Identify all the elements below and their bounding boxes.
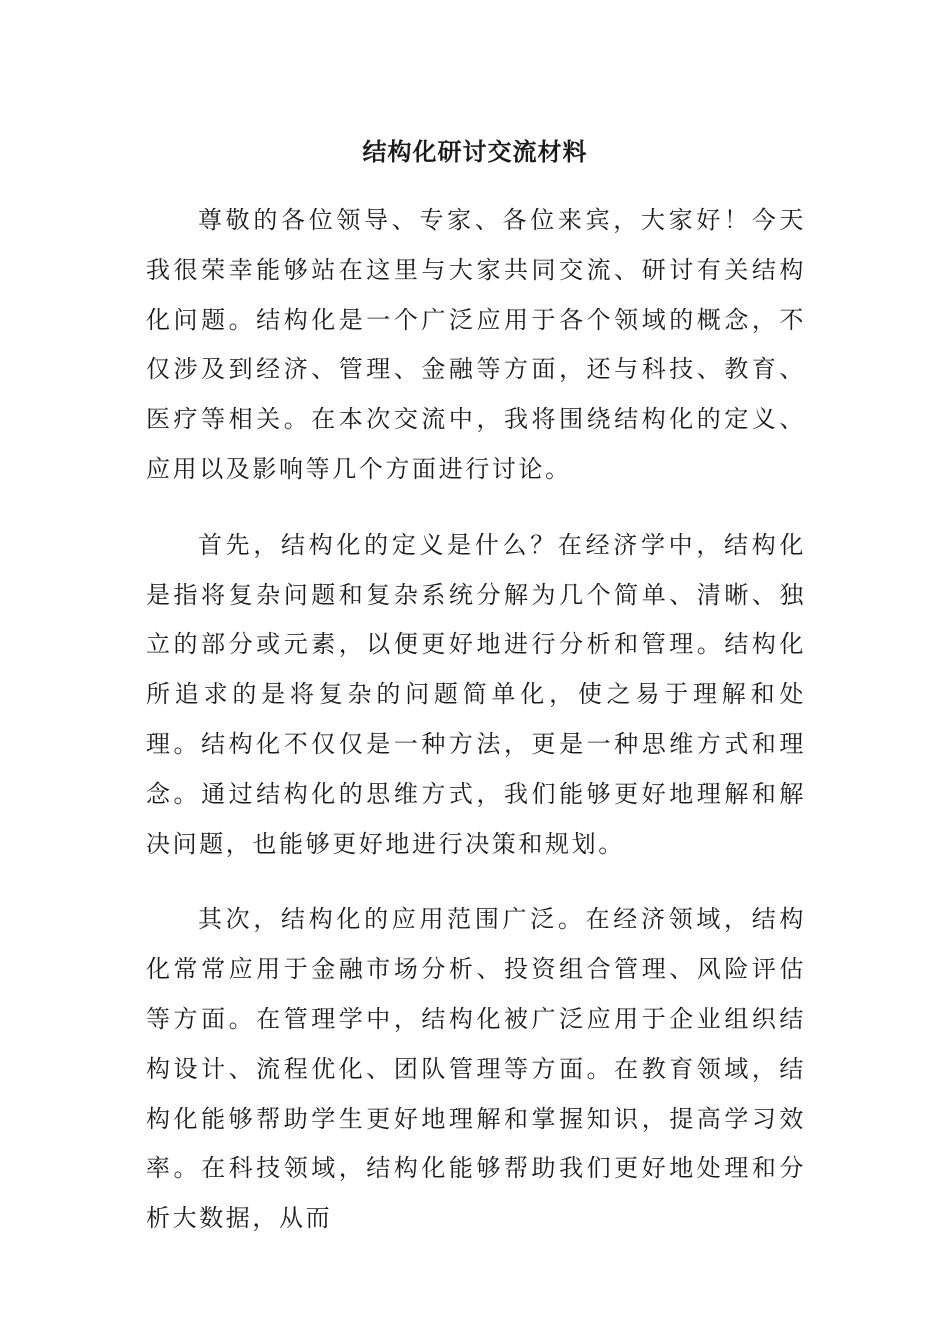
paragraph-application: 其次，结构化的应用范围广泛。在经济领域，结构化常常应用于金融市场分析、投资组合管理、风险评估等方面。在管理学中，结构化被广泛应用于企业组织结构设计、流程优化、团队管理等方面。在教育领域，结构化能够帮助学生更好地理解和掌握知识，提高学习效率。在科技领域，结构化能够帮助我们更好地处理和分析大数据，从而 [146, 905, 806, 1233]
paragraph-definition: 首先，结构化的定义是什么？在经济学中，结构化是指将复杂问题和复杂系统分解为几个简单、清晰、独立的部分或元素，以便更好地进行分析和管理。结构化所追求的是将复杂的问题简单化，使之易于理解和处理。结构化不仅仅是一种方法，更是一种思维方式和理念。通过结构化的思维方式，我们能够更好地理解和解决问题，也能够更好地进行决策和规划。 [146, 530, 806, 858]
document-title: 结构化研讨交流材料 [362, 137, 588, 166]
document-body [146, 196, 806, 1270]
paragraph-intro: 尊敬的各位领导、专家、各位来宾，大家好！今天我很荣幸能够站在这里与大家共同交流、研讨有关结构化问题。结构化是一个广泛应用于各个领域的概念，不仅涉及到经济、管理、金融等方面，还与科技、教育、医疗等相关。在本次交流中，我将围绕结构化的定义、应用以及影响等几个方面进行讨论。 [146, 206, 806, 483]
